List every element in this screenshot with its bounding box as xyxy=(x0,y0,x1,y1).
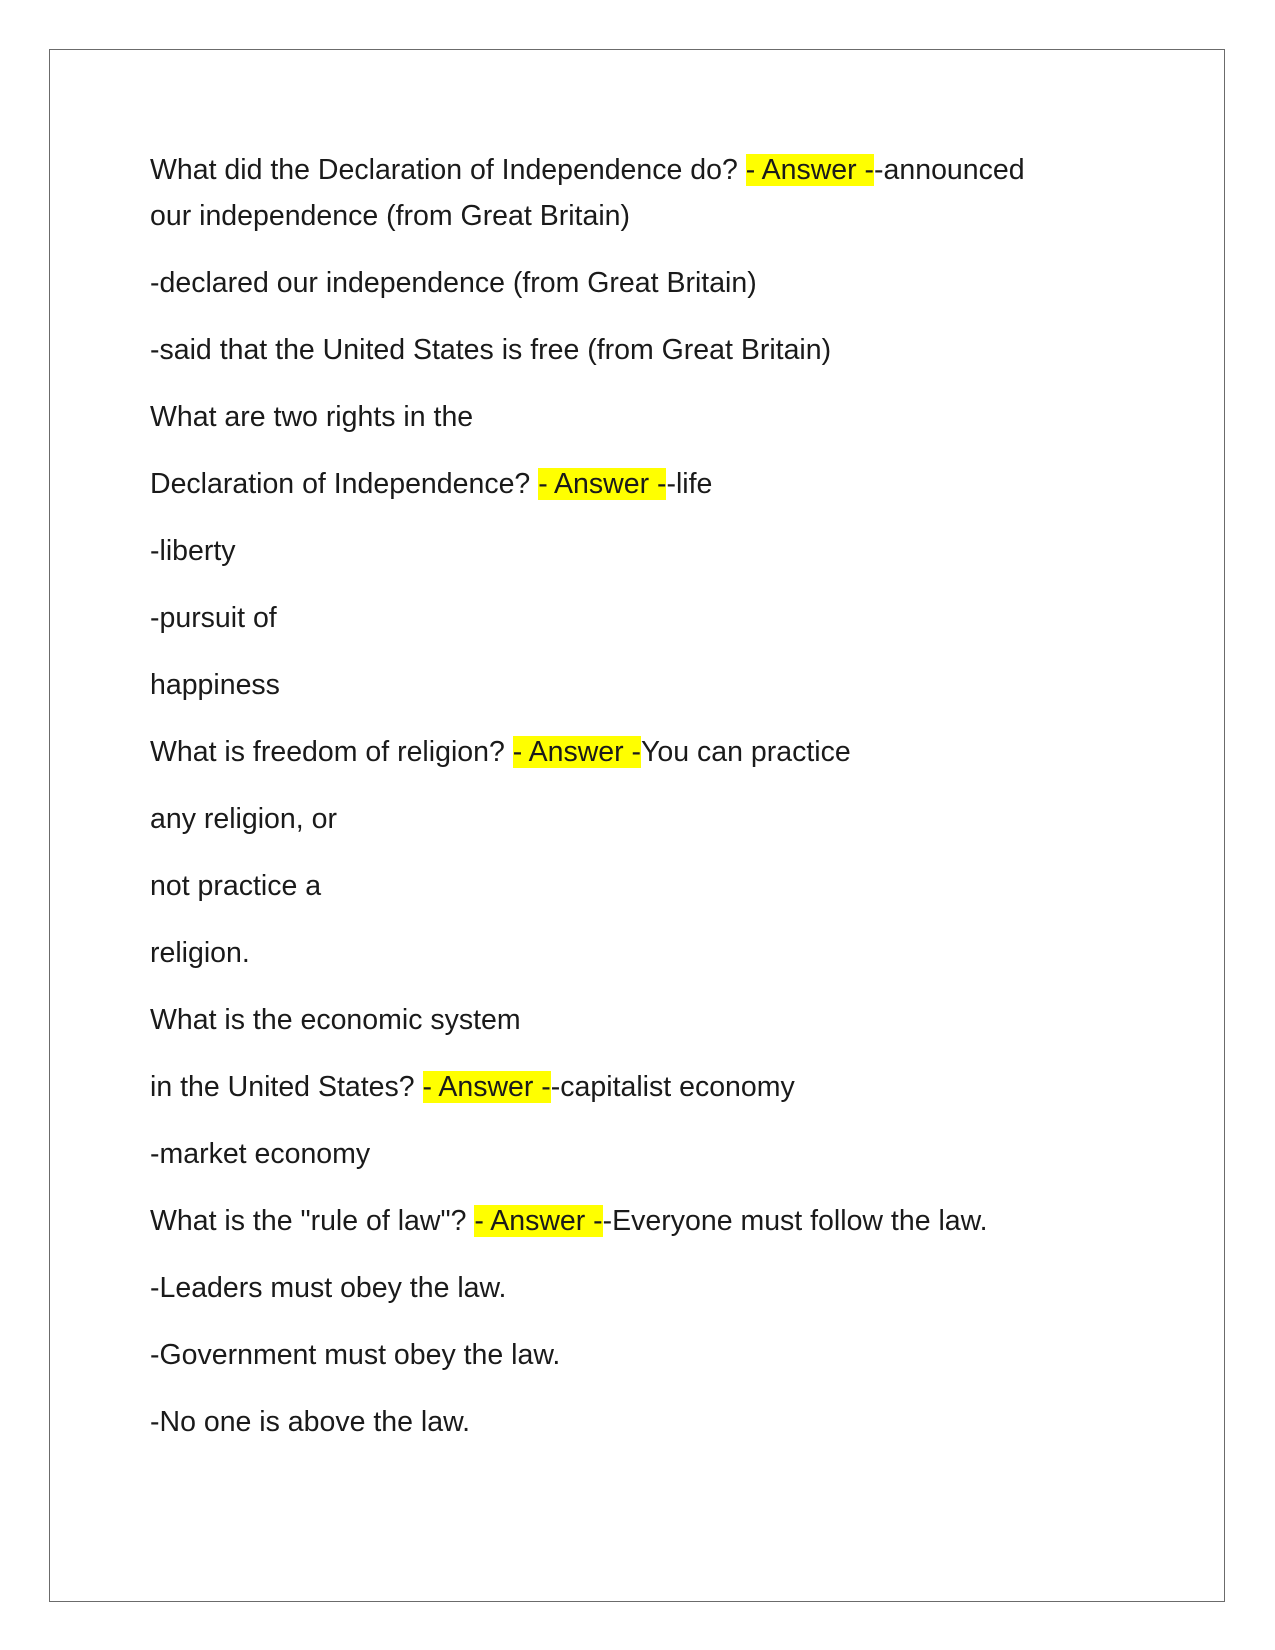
text-line: -said that the United States is free (from Great Britain) xyxy=(150,334,832,366)
answer-label-highlight: - Answer - xyxy=(474,1205,603,1237)
answer-label-highlight: - Answer - xyxy=(538,468,667,500)
question-text: What is the "rule of law"? xyxy=(150,1205,475,1237)
text-line: any religion, or xyxy=(150,803,337,835)
question-rule-of-law xyxy=(150,1201,988,1241)
text-line: -declared our independence (from Great Britain) xyxy=(150,267,757,299)
text-line: -market economy xyxy=(150,1138,371,1170)
question-text: in the United States? xyxy=(150,1071,423,1103)
answer-text: -announced xyxy=(874,154,1025,186)
question-economic-system xyxy=(150,1067,795,1107)
answer-text: -capitalist economy xyxy=(550,1071,795,1103)
answer-text: You can practice xyxy=(641,736,851,768)
answer-text: -life xyxy=(666,468,713,500)
question-declaration-rights xyxy=(150,464,712,504)
question-freedom-of-religion xyxy=(150,732,851,772)
question-declaration-purpose xyxy=(150,150,1025,190)
question-text: What did the Declaration of Independence do? xyxy=(150,154,746,186)
answer-text: -Everyone must follow the law. xyxy=(602,1205,988,1237)
answer-label-highlight: - Answer - xyxy=(512,736,642,768)
text-line: -No one is above the law. xyxy=(150,1406,471,1438)
text-line: What is the economic system xyxy=(150,1004,521,1036)
text-line: -pursuit of xyxy=(150,602,277,634)
question-text: Declaration of Independence? xyxy=(150,468,539,500)
text-line: religion. xyxy=(150,937,250,969)
text-line: -liberty xyxy=(150,535,236,567)
question-text: What is freedom of religion? xyxy=(150,736,513,768)
answer-label-highlight: - Answer - xyxy=(745,154,875,186)
text-line: What are two rights in the xyxy=(150,401,474,433)
text-line: -Government must obey the law. xyxy=(150,1339,561,1371)
text-line: -Leaders must obey the law. xyxy=(150,1272,507,1304)
text-line: not practice a xyxy=(150,870,322,902)
answer-label-highlight: - Answer - xyxy=(422,1071,551,1103)
text-line: our independence (from Great Britain) xyxy=(150,200,630,232)
text-line: happiness xyxy=(150,669,280,701)
